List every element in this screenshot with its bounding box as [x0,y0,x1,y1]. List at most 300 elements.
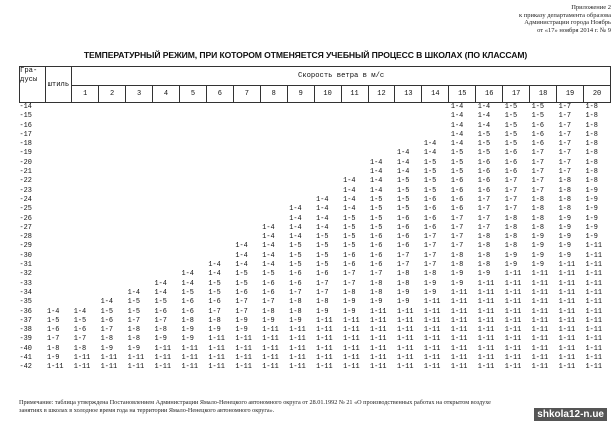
grade-range-cell: 1-11 [504,288,522,297]
grade-range-cell: 1-9 [531,233,545,242]
temperature-cell: -39 [19,335,32,344]
grade-range-cell: 1-8 [477,261,491,270]
grade-range-cell [72,103,99,113]
grade-range-cell: 1-11 [504,298,522,307]
grade-range-cell [260,140,287,149]
table-row [20,270,611,279]
grade-range-cell: 1-11 [504,363,522,372]
grade-range-cell: 1-11 [531,288,549,297]
grade-range-cell: 1-4 [316,195,329,204]
grade-range-cell: 1-9 [558,251,571,260]
grade-range-cell [72,215,99,224]
grade-range-cell: 1-4 [235,251,248,260]
grade-range-cell: 1-7 [73,335,87,344]
grade-range-cell: 1-11 [450,288,468,297]
grade-range-cell [179,196,206,205]
grade-range-cell: 1-7 [504,177,518,186]
grade-range-cell: 1-5 [235,270,248,279]
grade-range-cell: 1-4 [343,186,356,195]
grade-range-cell [179,177,206,186]
grade-range-cell: 1-9 [423,288,437,297]
grade-range-cell: 1-5 [235,279,248,288]
grade-range-cell [99,289,126,298]
grade-range-cell: 1-4 [208,261,221,270]
grade-range-cell: 1-6 [504,158,518,167]
grade-range-cell [422,131,449,140]
grade-range-cell: 1-7 [477,195,491,204]
grade-range-cell: 1-9 [289,316,302,325]
grade-range-cell: 1-7 [127,316,140,325]
grade-range-cell: 1-5 [208,288,221,297]
temperature-cell: -14 [19,103,32,111]
grade-range-cell [287,168,314,177]
grade-range-cell: 1-5 [477,149,491,158]
grade-range-cell: 1-11 [100,363,118,372]
grade-range-cell: 1-9 [208,326,221,335]
grade-range-cell: 1-6 [370,242,383,251]
grade-range-cell: 1-11 [316,316,333,325]
grade-range-cell: 1-6 [235,288,248,297]
grade-range-cell: 1-5 [343,214,356,223]
grade-range-cell: 1-7 [531,186,545,195]
grade-range-cell [99,242,126,251]
grade-range-cell: 1-6 [181,307,194,316]
grade-range-cell: 1-11 [396,326,414,335]
grade-range-cell [233,177,260,186]
grade-range-cell: 1-4 [396,168,410,177]
grade-range-cell: 1-11 [343,344,360,353]
grade-range-cell: 1-5 [396,205,410,214]
grade-range-cell [179,159,206,168]
grade-range-cell [206,252,233,261]
grade-range-cell [45,270,72,279]
grade-range-cell: 1-9 [531,251,545,260]
grade-range-cell: 1-11 [558,279,576,288]
temperature-cell: -22 [19,177,32,186]
grade-range-cell: 1-7 [558,103,571,111]
grade-range-cell [126,270,153,279]
grade-range-cell [99,280,126,289]
grade-range-cell: 1-11 [504,335,522,344]
grade-range-cell: 1-6 [370,233,383,242]
grade-range-cell: 1-6 [181,298,194,307]
grade-range-cell: 1-8 [585,149,598,158]
grade-range-cell [126,149,153,158]
grade-range-cell: 1-6 [531,121,545,130]
grade-range-cell: 1-11 [316,326,333,335]
grade-range-cell: 1-11 [154,354,172,363]
grade-range-cell: 1-11 [154,344,172,353]
grade-range-cell: 1-8 [504,233,518,242]
grade-range-cell [153,215,180,224]
grade-range-cell [179,103,206,113]
grade-range-cell: 1-8 [531,195,545,204]
grade-range-cell: 1-11 [208,354,225,363]
grade-range-cell [233,168,260,177]
grade-range-cell: 1-5 [343,223,356,232]
grade-range-cell: 1-11 [531,363,549,372]
grade-range-cell [153,122,180,131]
grade-range-cell [72,196,99,205]
temperature-cell: -35 [19,298,32,307]
grade-range-cell [422,122,449,131]
grade-range-cell: 1-8 [585,140,598,149]
grade-range-cell: 1-5 [450,168,464,177]
grade-range-cell: 1-5 [73,316,87,325]
grade-range-cell: 1-11 [343,354,360,363]
grade-range-cell: 1-8 [585,130,598,139]
grade-range-cell: 1-11 [477,344,495,353]
grade-range-cell: 1-6 [450,205,464,214]
grade-range-cell [99,177,126,186]
grade-range-cell: 1-6 [316,270,329,279]
grade-range-cell: 1-4 [343,205,356,214]
grade-range-cell [45,168,72,177]
grade-range-cell: 1-4 [450,121,464,130]
grade-range-cell: 1-7 [504,186,518,195]
grade-range-cell: 1-11 [531,335,549,344]
grade-range-cell: 1-9 [396,298,410,307]
grade-range-cell: 1-7 [558,112,571,121]
grade-range-cell: 1-5 [450,158,464,167]
grade-range-cell: 1-11 [531,298,549,307]
grade-range-cell: 1-11 [208,363,225,372]
grade-range-cell: 1-11 [262,326,279,335]
grade-range-cell: 1-4 [154,279,167,288]
grade-range-cell [395,140,422,149]
speed-header-cell: 4 [153,86,180,103]
grade-range-cell: 1-5 [370,195,383,204]
grade-range-cell [206,122,233,131]
grade-range-cell [206,177,233,186]
grade-range-cell [45,280,72,289]
grade-range-cell [395,122,422,131]
grade-range-cell: 1-11 [423,363,441,372]
grade-range-cell: 1-11 [450,354,468,363]
grade-range-cell [314,149,341,158]
grade-range-cell [206,103,233,113]
grade-range-cell: 1-8 [531,214,545,223]
grade-range-cell: 1-7 [316,279,329,288]
grade-range-cell: 1-11 [585,344,603,353]
grade-range-cell [179,112,206,121]
grade-range-cell: 1-11 [450,298,468,307]
grade-range-cell: 1-5 [504,121,518,130]
grade-range-cell [153,159,180,168]
grade-range-cell: 1-6 [450,177,464,186]
grade-range-cell [260,196,287,205]
grade-range-cell: 1-11 [289,354,306,363]
grade-range-cell: 1-8 [585,158,598,167]
grade-range-cell: 1-11 [558,363,576,372]
grade-range-cell: 1-4 [477,112,491,121]
grade-range-cell: 1-11 [73,363,91,372]
table-row [20,187,611,196]
grade-range-cell [45,112,72,121]
grade-range-cell: 1-5 [531,112,545,121]
grade-range-cell: 1-5 [289,251,302,260]
grade-range-cell: 1-9 [558,223,571,232]
grade-range-cell [126,196,153,205]
grade-range-cell: 1-8 [47,344,60,353]
grade-range-cell: 1-9 [181,335,194,344]
grade-range-cell [45,103,72,113]
grade-range-cell: 1-11 [558,344,576,353]
grade-range-cell: 1-4 [423,149,437,158]
table-row [20,168,611,177]
grade-range-cell: 1-9 [396,288,410,297]
grade-range-cell: 1-9 [558,242,571,251]
grade-range-cell [179,168,206,177]
grade-range-cell [72,149,99,158]
grade-range-cell: 1-7 [477,205,491,214]
grade-range-cell: 1-11 [558,335,576,344]
grade-range-cell: 1-9 [343,307,356,316]
table-row [20,308,611,317]
grade-range-cell: 1-6 [47,326,60,335]
header-wind-speed: Скорость ветра в м/с [72,67,611,86]
grade-range-cell: 1-8 [316,298,329,307]
grade-range-cell: 1-11 [181,363,199,372]
grade-range-cell: 1-8 [450,251,464,260]
temperature-cell: -28 [19,233,32,242]
grade-range-cell [314,122,341,131]
grade-range-cell [72,242,99,251]
grade-range-cell [126,131,153,140]
grade-range-cell: 1-9 [450,279,464,288]
grade-range-cell: 1-4 [396,158,410,167]
grade-range-cell [260,215,287,224]
grade-range-cell: 1-11 [154,363,172,372]
table-row [20,326,611,335]
grade-range-cell: 1-9 [531,242,545,251]
grade-range-cell: 1-7 [531,158,545,167]
grade-range-cell: 1-4 [370,186,383,195]
grade-range-cell: 1-7 [450,223,464,232]
grade-range-cell [179,242,206,251]
temperature-cell: -16 [19,121,32,130]
grade-range-cell [314,177,341,186]
grade-range-cell: 1-8 [585,112,598,121]
grade-range-cell [45,187,72,196]
grade-range-cell: 1-11 [370,363,387,372]
grade-range-cell: 1-5 [504,103,518,111]
grade-range-cell: 1-4 [47,307,60,316]
grade-range-cell: 1-11 [585,242,603,251]
grade-range-cell: 1-4 [262,233,275,242]
grade-range-cell: 1-7 [396,261,410,270]
grade-range-cell: 1-9 [531,261,545,270]
grade-range-cell [179,233,206,242]
grade-range-cell: 1-4 [289,223,302,232]
grade-range-cell [99,233,126,242]
grade-range-cell [422,112,449,121]
grade-range-cell: 1-5 [100,307,114,316]
grade-range-cell [260,159,287,168]
grade-range-cell: 1-11 [370,335,387,344]
grade-range-cell: 1-11 [235,363,252,372]
grade-range-cell: 1-4 [289,205,302,214]
temperature-cell: -23 [19,186,32,195]
table-row [20,205,611,214]
grade-range-cell: 1-6 [396,223,410,232]
speed-header-cell: 2 [99,86,126,103]
grade-range-cell [153,252,180,261]
grade-range-cell: 1-8 [208,316,221,325]
grade-range-cell [45,242,72,251]
grade-range-cell [126,205,153,214]
grade-range-cell: 1-7 [100,326,114,335]
grade-range-cell: 1-11 [235,335,252,344]
grade-range-cell: 1-11 [262,344,279,353]
grade-range-cell [153,177,180,186]
grade-range-cell: 1-5 [423,158,437,167]
speed-header-cell: 19 [557,86,584,103]
speed-header-cell: 20 [584,86,611,103]
grade-range-cell [314,131,341,140]
table-row [20,298,611,307]
grade-range-cell: 1-11 [504,307,522,316]
grade-range-cell: 1-11 [370,344,387,353]
table-row [20,233,611,242]
grade-range-cell: 1-7 [504,195,518,204]
table-row [20,280,611,289]
grade-range-cell: 1-11 [531,307,549,316]
grade-range-cell [45,289,72,298]
grade-range-cell: 1-7 [423,251,437,260]
grade-range-cell [126,168,153,177]
grade-range-cell: 1-11 [531,326,549,335]
grade-range-cell: 1-7 [423,242,437,251]
grade-range-cell: 1-4 [423,140,437,149]
grade-range-cell [179,122,206,131]
grade-range-cell: 1-11 [477,316,495,325]
grade-range-cell: 1-11 [585,363,603,372]
grade-range-cell [72,187,99,196]
grade-range-cell: 1-5 [316,251,329,260]
grade-range-cell: 1-11 [585,316,603,325]
grade-range-cell [153,205,180,214]
grade-range-cell [260,112,287,121]
temperature-cell: -29 [19,242,32,251]
grade-range-cell: 1-8 [289,298,302,307]
grade-range-cell: 1-9 [262,316,275,325]
grade-range-cell: 1-11 [504,316,522,325]
grade-range-cell [368,112,395,121]
grade-range-cell: 1-6 [370,251,383,260]
grade-range-cell [287,187,314,196]
grade-range-cell: 1-5 [289,261,302,270]
grade-range-cell [287,177,314,186]
grade-range-cell [126,140,153,149]
grade-range-cell: 1-8 [558,195,571,204]
grade-range-cell: 1-5 [504,130,518,139]
grade-range-cell: 1-5 [423,177,437,186]
temperature-cell: -40 [19,344,32,353]
grade-range-cell: 1-11 [450,335,468,344]
grade-range-cell [126,233,153,242]
grade-range-cell [72,168,99,177]
grade-range-cell: 1-7 [235,307,248,316]
grade-range-cell: 1-11 [316,335,333,344]
grade-range-cell: 1-8 [289,307,302,316]
grade-range-cell [153,196,180,205]
grade-range-cell: 1-11 [423,344,441,353]
table-row [20,242,611,251]
speed-header-cell: 14 [422,86,449,103]
temperature-cell: -38 [19,326,32,335]
grade-range-cell: 1-4 [208,270,221,279]
grade-range-cell [368,140,395,149]
grade-range-cell [153,233,180,242]
grade-range-cell: 1-11 [370,316,387,325]
grade-range-cell: 1-6 [450,195,464,204]
grade-range-cell: 1-5 [47,316,60,325]
grade-range-cell: 1-4 [262,242,275,251]
grade-range-cell [126,224,153,233]
grade-range-cell [368,131,395,140]
grade-range-cell: 1-6 [396,214,410,223]
grade-range-cell: 1-11 [289,326,306,335]
grade-range-cell: 1-9 [423,279,437,288]
grade-range-cell: 1-11 [316,344,333,353]
grade-range-cell: 1-9 [558,233,571,242]
grade-range-cell: 1-11 [477,354,495,363]
temperature-cell: -33 [19,279,32,288]
grade-range-cell: 1-8 [423,270,437,279]
grade-range-cell [99,224,126,233]
appendix-block [451,4,611,34]
grade-range-cell: 1-5 [423,186,437,195]
grade-range-cell [206,159,233,168]
grade-range-cell: 1-4 [316,214,329,223]
grade-range-cell: 1-8 [558,177,571,186]
grade-range-cell [206,187,233,196]
grade-range-cell [153,270,180,279]
grade-range-cell: 1-8 [558,205,571,214]
grade-range-cell: 1-11 [262,354,279,363]
grade-range-cell [179,252,206,261]
grade-range-cell: 1-6 [450,186,464,195]
grade-range-cell: 1-9 [370,298,383,307]
grade-range-cell [233,159,260,168]
grade-range-cell: 1-5 [396,177,410,186]
grade-range-cell: 1-11 [531,270,549,279]
grade-range-cell [206,196,233,205]
grade-range-cell: 1-6 [504,168,518,177]
grade-range-cell: 1-5 [477,130,491,139]
grade-range-cell [45,131,72,140]
grade-range-cell [99,261,126,270]
grade-range-cell: 1-11 [343,326,360,335]
grade-range-cell [314,159,341,168]
grade-range-cell: 1-11 [450,326,468,335]
table-row [20,317,611,326]
grade-range-cell [99,270,126,279]
grade-range-cell: 1-7 [450,233,464,242]
grade-range-cell: 1-9 [235,316,248,325]
grade-range-cell: 1-9 [127,344,140,353]
grade-range-cell [179,140,206,149]
speed-header-cell: 7 [233,86,260,103]
grade-range-cell [45,140,72,149]
grade-range-cell: 1-11 [585,307,603,316]
grade-range-cell [72,122,99,131]
grade-range-cell [45,224,72,233]
grade-range-cell [153,224,180,233]
grade-range-cell [287,140,314,149]
grade-range-cell: 1-11 [477,363,495,372]
